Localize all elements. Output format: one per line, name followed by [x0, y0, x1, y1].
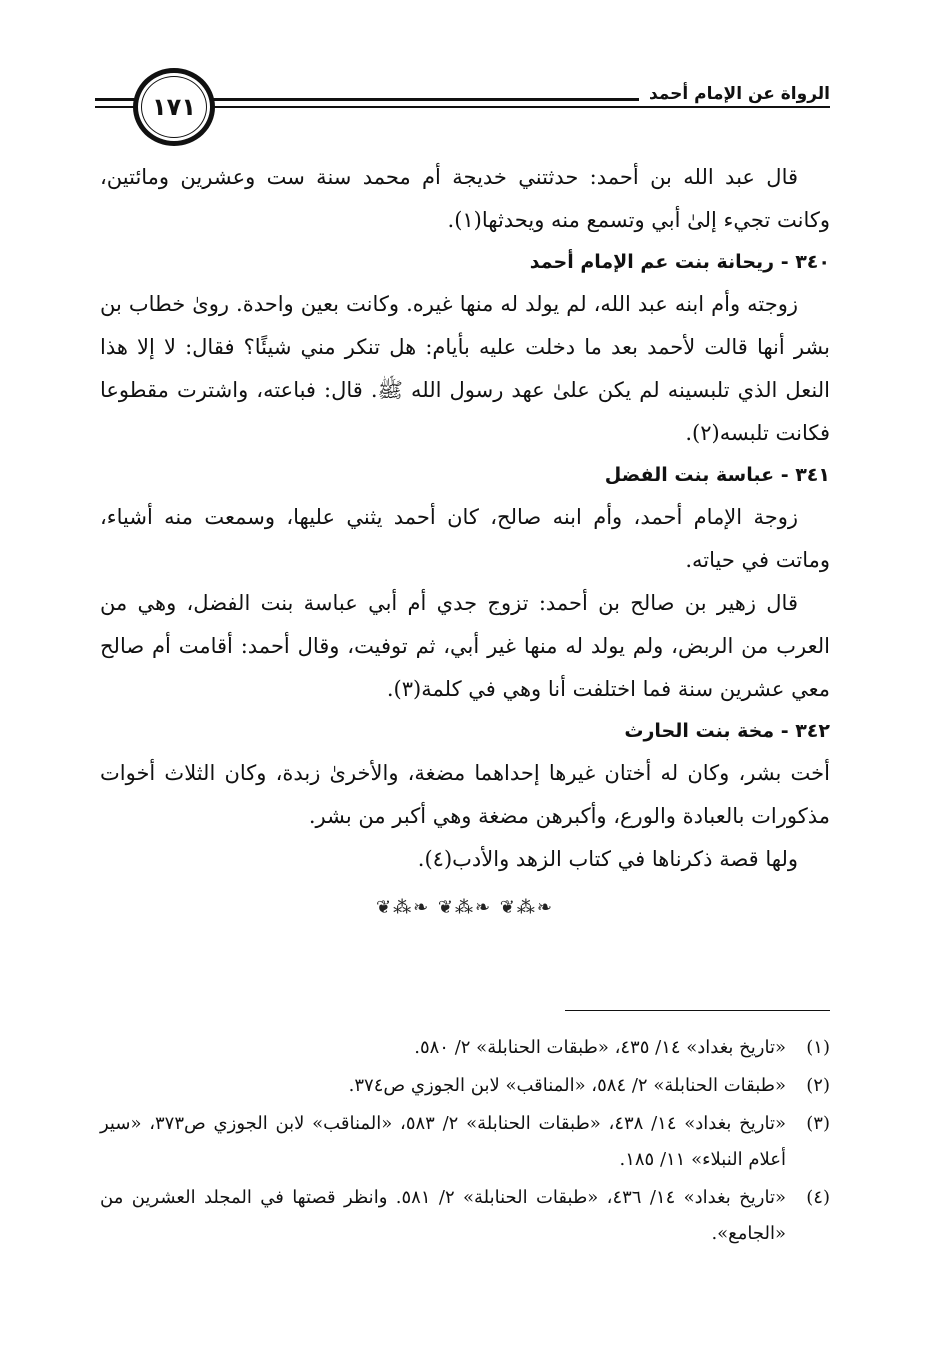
paragraph: أخت بشر، وكان له أختان غيرها إحداهما مضغة، والأخرىٰ زبدة، وكان الثلاث أخوات مذكورات بالعبادة والورع، وأكبرهن مضغة وهي أكبر من بشر.: [100, 761, 830, 828]
footnote-number: (٢): [806, 1075, 830, 1096]
paragraph: قال عبد الله بن أحمد: حدثتني خديجة أم محمد سنة ست وعشرين ومائتين، وكانت تجيء إلىٰ أبي وتسمع منه ويحدثها(١).: [100, 165, 830, 232]
paragraph: ولها قصة ذكرناها في كتاب الزهد والأدب(٤).: [417, 847, 798, 871]
footnote-text: «طبقات الحنابلة» ٢/ ٥٨٤، «المناقب» لابن الجوزي ص٣٧٤.: [348, 1075, 786, 1096]
paragraph: زوجة الإمام أحمد، وأم ابنه صالح، كان أحمد يثني عليها، وسمعت منه أشياء، وماتت في حياته.: [100, 505, 830, 572]
footnote-number: (٤): [806, 1187, 830, 1208]
footnote: [100, 1180, 830, 1252]
footnote: [100, 1068, 830, 1104]
header-rule: [95, 106, 135, 108]
section-ornament: ❧⁂❦ ❧⁂❦ ❧⁂❦: [376, 897, 554, 918]
footnote-text: «تاريخ بغداد» ١٤/ ٤٣٨، «طبقات الحنابلة» ٢/ ٥٨٣، «المناقب» لابن الجوزي ص٣٧٣، «سير أعلام النبلاء» ١١/ ١٨٥.: [100, 1113, 786, 1170]
footnote-text: «تاريخ بغداد» ١٤/ ٤٣٥، «طبقات الحنابلة» ٢/ ٥٨٠.: [414, 1037, 786, 1058]
footnote: [100, 1106, 830, 1178]
page-header: [95, 68, 830, 146]
entry-heading: ٣٤٢ - مخة بنت الحارث: [624, 720, 830, 742]
page-number-badge: [133, 68, 215, 146]
entry-heading: ٣٤٠ - ريحانة بنت عم الإمام أحمد: [529, 251, 830, 273]
running-title: الرواة عن الإمام أحمد: [639, 84, 830, 104]
footnote: [100, 1030, 830, 1066]
page-body: [100, 156, 830, 923]
footnote-separator: [565, 1010, 830, 1011]
page-number: ١٧١: [152, 93, 196, 121]
header-rule: [95, 98, 135, 101]
paragraph: زوجته وأم ابنه عبد الله، لم يولد له منها غيره. وكانت بعين واحدة. روىٰ خطاب بن بشر أنها قالت لأحمد بعد ما دخلت عليه بأيام: هل تنكر مني شيئًا؟ فقال: لا إلا هذا النعل الذي تلبسينه لم يكن علىٰ عهد رسول الله ﷺ. قال: فباعته، واشترت مقطوعا فكانت تلبسه(٢).: [100, 292, 830, 445]
footnote-number: (٣): [806, 1113, 830, 1134]
footnotes: [100, 1030, 830, 1254]
paragraph: قال زهير بن صالح بن أحمد: تزوج جدي أم أبي عباسة بنت الفضل، وهي من العرب من الربض، ولم يولد له منها غير أبي، ثم توفيت، وقال أحمد: أقامت أم صالح معي عشرين سنة فما اختلفت أنا وهي في كلمة(٣).: [100, 591, 830, 701]
footnote-number: (١): [806, 1037, 830, 1058]
footnote-text: «تاريخ بغداد» ١٤/ ٤٣٦، «طبقات الحنابلة» ٢/ ٥٨١. وانظر قصتها في المجلد العشرين من «الجامع».: [100, 1187, 786, 1244]
header-rule: [195, 106, 830, 108]
entry-heading: ٣٤١ - عباسة بنت الفضل: [604, 464, 830, 486]
